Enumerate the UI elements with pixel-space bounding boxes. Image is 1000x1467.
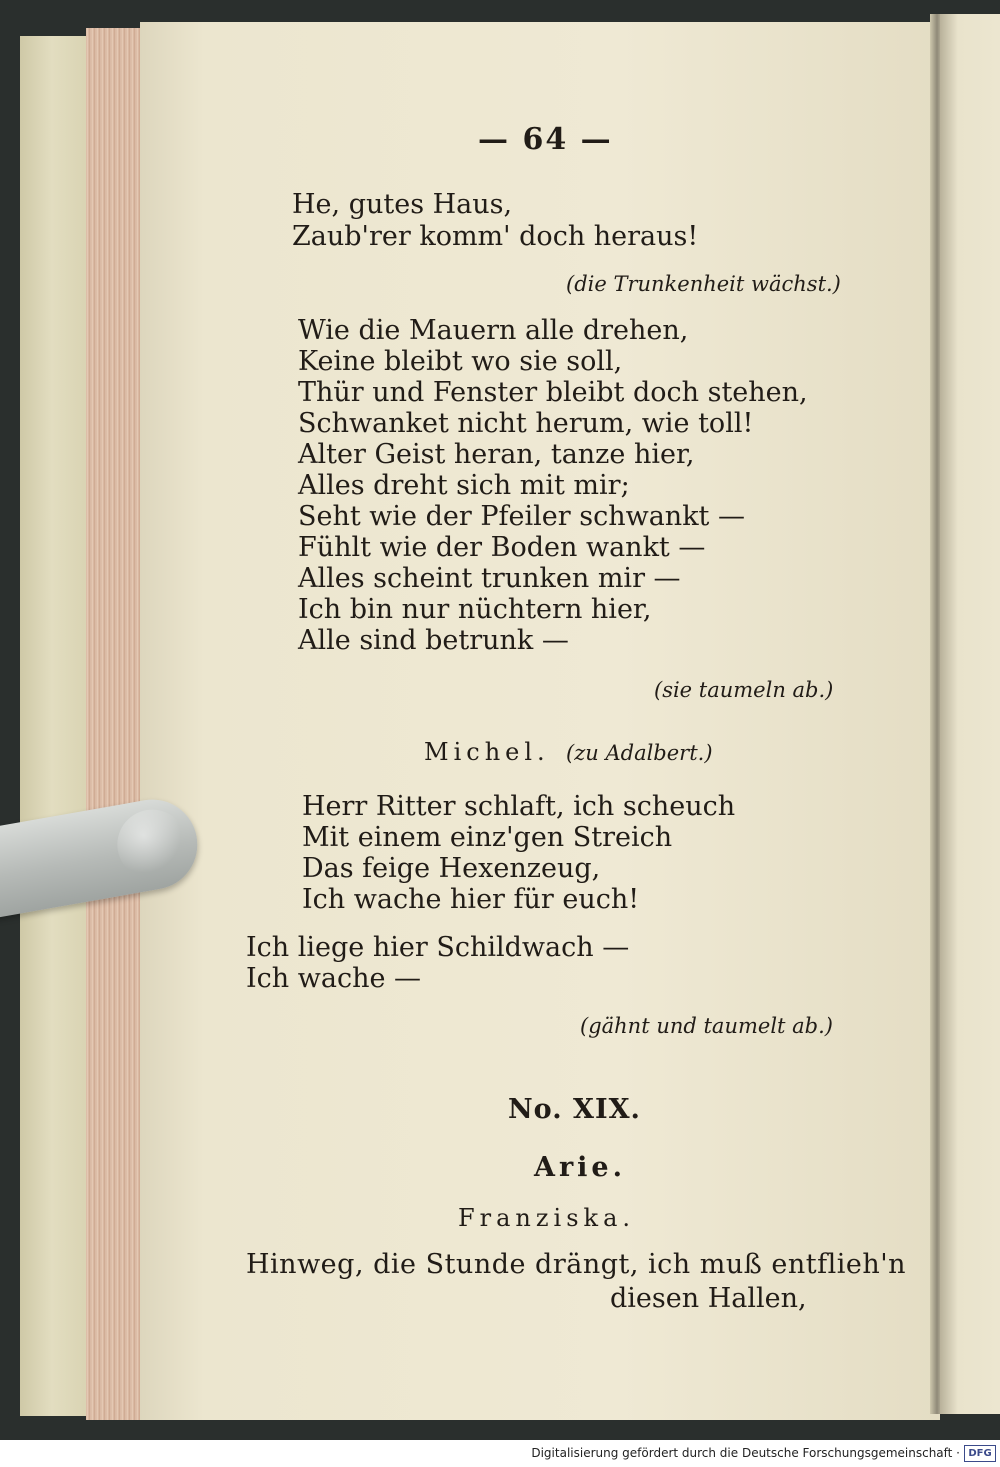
- verse-line: Thür und Fenster bleibt doch stehen,: [298, 377, 808, 408]
- stage-direction: (gähnt und taumelt ab.): [580, 1014, 833, 1038]
- verse-line: Seht wie der Pfeiler schwankt —: [298, 501, 745, 532]
- number-heading: No. XIX.: [508, 1094, 641, 1125]
- aria-speaker: Franziska.: [458, 1204, 636, 1232]
- verse-line: Herr Ritter schlaft, ich scheuch: [302, 791, 736, 822]
- stage-direction: (sie taumeln ab.): [654, 678, 834, 702]
- speaker-note: (zu Adalbert.): [566, 741, 713, 765]
- verse-line: Das feige Hexenzeug,: [302, 853, 601, 884]
- stage-direction: (die Trunkenheit wächst.): [566, 272, 841, 296]
- verse-line: Ich wache hier für euch!: [302, 884, 640, 915]
- facing-page: [940, 14, 1000, 1414]
- page-edges: [86, 28, 148, 1420]
- verse-line: He, gutes Haus,: [292, 189, 513, 220]
- verse-line: Mit einem einz'gen Streich: [302, 822, 673, 853]
- verse-line: Hinweg, die Stunde drängt, ich muß entflieh'n: [246, 1249, 907, 1280]
- aria-heading: Arie.: [534, 1152, 627, 1183]
- verse-line: Alles scheint trunken mir —: [298, 563, 681, 594]
- verse-line: Schwanket nicht herum, wie toll!: [298, 408, 754, 439]
- verse-line: Alle sind betrunk —: [298, 625, 569, 656]
- verse-line: Alles dreht sich mit mir;: [298, 470, 630, 501]
- verse-line: Ich liege hier Schildwach —: [246, 932, 630, 963]
- verse-line: Fühlt wie der Boden wankt —: [298, 532, 706, 563]
- footer-credit: Digitalisierung gefördert durch die Deutsche Forschungsgemeinschaft ·: [531, 1446, 960, 1460]
- page-number: — 64 —: [478, 122, 613, 157]
- clamp-body: [0, 792, 204, 919]
- verse-line: diesen Hallen,: [610, 1283, 807, 1314]
- speaker-name: Michel.: [424, 738, 550, 766]
- verse-line: Zaub'rer komm' doch heraus!: [292, 221, 699, 252]
- verse-line: Wie die Mauern alle drehen,: [298, 315, 689, 346]
- verse-line: Keine bleibt wo sie soll,: [298, 346, 623, 377]
- dfg-logo: DFG: [964, 1445, 996, 1462]
- verse-line: Ich wache —: [246, 963, 422, 994]
- verse-line: Ich bin nur nüchtern hier,: [298, 594, 652, 625]
- verse-line: Alter Geist heran, tanze hier,: [298, 439, 695, 470]
